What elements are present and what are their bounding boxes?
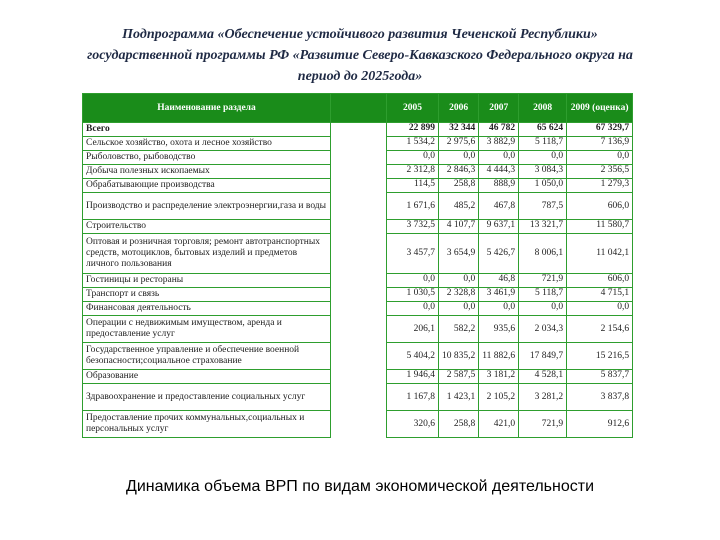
row-value-2009: 0,0 xyxy=(567,302,633,316)
row-section-name: Обрабатывающие производства xyxy=(83,179,331,193)
row-spacer xyxy=(331,411,387,438)
table-row xyxy=(83,316,633,343)
row-section-name: Гостиницы и рестораны xyxy=(83,274,331,288)
title-line-2: государственной программы РФ «Развитие Северо-Кавказского Федерального округа на xyxy=(87,48,633,63)
header-year-2007: 2007 xyxy=(479,94,519,123)
row-section-name: Предоставление прочих коммунальных,социальных и персональных услуг xyxy=(83,411,331,438)
row-value-2005: 206,1 xyxy=(387,316,439,343)
grp-table xyxy=(82,93,633,438)
row-spacer xyxy=(331,302,387,316)
row-value-2006: 2 328,8 xyxy=(439,288,479,302)
row-value-2006: 582,2 xyxy=(439,316,479,343)
row-section-name: Оптовая и розничная торговля; ремонт автотранспортных средств, мотоциклов, бытовых изделий и предметов личного пользования xyxy=(83,234,331,274)
row-value-2006: 1 423,1 xyxy=(439,384,479,411)
row-value-2006: 258,8 xyxy=(439,179,479,193)
row-value-2009: 11 580,7 xyxy=(567,220,633,234)
row-spacer xyxy=(331,179,387,193)
header-year-2009: 2009 (оценка) xyxy=(567,94,633,123)
row-value-2006: 485,2 xyxy=(439,193,479,220)
row-value-2007: 2 105,2 xyxy=(479,384,519,411)
row-value-2008: 5 118,7 xyxy=(519,137,567,151)
row-value-2009: 606,0 xyxy=(567,193,633,220)
row-value-2007: 3 882,9 xyxy=(479,137,519,151)
table-row xyxy=(83,288,633,302)
chart-caption: Динамика объема ВРП по видам экономической деятельности xyxy=(125,478,595,495)
row-spacer xyxy=(331,165,387,179)
row-spacer xyxy=(331,370,387,384)
row-value-2006: 258,8 xyxy=(439,411,479,438)
header-year-2005: 2005 xyxy=(387,94,439,123)
row-value-2005: 22 899 xyxy=(387,123,439,137)
row-value-2007: 0,0 xyxy=(479,151,519,165)
row-value-2005: 1 946,4 xyxy=(387,370,439,384)
row-value-2008: 3 281,2 xyxy=(519,384,567,411)
row-value-2009: 912,6 xyxy=(567,411,633,438)
row-value-2005: 1 167,8 xyxy=(387,384,439,411)
row-value-2008: 721,9 xyxy=(519,274,567,288)
row-value-2005: 1 534,2 xyxy=(387,137,439,151)
row-value-2005: 2 312,8 xyxy=(387,165,439,179)
title-line-3: период до 2025года» xyxy=(297,69,423,84)
row-value-2006: 2 587,5 xyxy=(439,370,479,384)
row-value-2009: 67 329,7 xyxy=(567,123,633,137)
row-spacer xyxy=(331,343,387,370)
row-value-2007: 46 782 xyxy=(479,123,519,137)
row-value-2008: 13 321,7 xyxy=(519,220,567,234)
row-value-2008: 2 034,3 xyxy=(519,316,567,343)
row-value-2007: 4 444,3 xyxy=(479,165,519,179)
table-row xyxy=(83,302,633,316)
table-row xyxy=(83,151,633,165)
row-value-2007: 467,8 xyxy=(479,193,519,220)
row-spacer xyxy=(331,384,387,411)
row-value-2008: 1 050,0 xyxy=(519,179,567,193)
row-value-2006: 2 975,6 xyxy=(439,137,479,151)
table-row xyxy=(83,179,633,193)
row-value-2008: 65 624 xyxy=(519,123,567,137)
row-spacer xyxy=(331,316,387,343)
row-value-2007: 0,0 xyxy=(479,302,519,316)
row-value-2008: 4 528,1 xyxy=(519,370,567,384)
row-value-2008: 8 006,1 xyxy=(519,234,567,274)
table-row xyxy=(83,411,633,438)
row-value-2007: 421,0 xyxy=(479,411,519,438)
title-line-1: Подпрограмма «Обеспечение устойчивого развития Чеченской Республики» xyxy=(122,27,598,42)
table-row xyxy=(83,123,633,137)
row-value-2006: 3 654,9 xyxy=(439,234,479,274)
row-value-2007: 11 882,6 xyxy=(479,343,519,370)
row-spacer xyxy=(331,288,387,302)
row-value-2008: 17 849,7 xyxy=(519,343,567,370)
row-section-name: Сельское хозяйство, охота и лесное хозяйство xyxy=(83,137,331,151)
row-spacer xyxy=(331,274,387,288)
header-year-2008: 2008 xyxy=(519,94,567,123)
row-section-name: Производство и распределение электроэнергии,газа и воды xyxy=(83,193,331,220)
row-spacer xyxy=(331,234,387,274)
row-value-2006: 0,0 xyxy=(439,302,479,316)
table-row xyxy=(83,370,633,384)
table-row xyxy=(83,220,633,234)
header-section-name: Наименование раздела xyxy=(83,94,331,123)
table-row xyxy=(83,384,633,411)
row-value-2009: 1 279,3 xyxy=(567,179,633,193)
row-section-name: Добыча полезных ископаемых xyxy=(83,165,331,179)
row-value-2008: 5 118,7 xyxy=(519,288,567,302)
row-value-2009: 606,0 xyxy=(567,274,633,288)
row-value-2005: 3 732,5 xyxy=(387,220,439,234)
row-value-2008: 721,9 xyxy=(519,411,567,438)
row-section-name: Операции с недвижимым имуществом, аренда и предоставление услуг xyxy=(83,316,331,343)
row-value-2005: 5 404,2 xyxy=(387,343,439,370)
row-value-2007: 46,8 xyxy=(479,274,519,288)
row-value-2008: 787,5 xyxy=(519,193,567,220)
row-section-name: Образование xyxy=(83,370,331,384)
header-year-2006: 2006 xyxy=(439,94,479,123)
row-section-name: Строительство xyxy=(83,220,331,234)
row-value-2008: 0,0 xyxy=(519,151,567,165)
row-value-2006: 2 846,3 xyxy=(439,165,479,179)
row-value-2007: 3 461,9 xyxy=(479,288,519,302)
row-value-2009: 2 356,5 xyxy=(567,165,633,179)
row-value-2009: 11 042,1 xyxy=(567,234,633,274)
table-row xyxy=(83,274,633,288)
row-value-2009: 0,0 xyxy=(567,151,633,165)
row-spacer xyxy=(331,151,387,165)
row-spacer xyxy=(331,137,387,151)
row-spacer xyxy=(331,220,387,234)
row-value-2009: 15 216,5 xyxy=(567,343,633,370)
row-spacer xyxy=(331,193,387,220)
slide-title xyxy=(20,24,700,87)
row-value-2007: 5 426,7 xyxy=(479,234,519,274)
row-section-name: Здравоохранение и предоставление социальных услуг xyxy=(83,384,331,411)
table-row xyxy=(83,193,633,220)
row-value-2007: 3 181,2 xyxy=(479,370,519,384)
row-value-2005: 0,0 xyxy=(387,302,439,316)
row-value-2005: 1 030,5 xyxy=(387,288,439,302)
row-section-name: Рыболовство, рыбоводство xyxy=(83,151,331,165)
row-value-2006: 4 107,7 xyxy=(439,220,479,234)
row-value-2006: 10 835,2 xyxy=(439,343,479,370)
row-value-2005: 1 671,6 xyxy=(387,193,439,220)
row-value-2005: 320,6 xyxy=(387,411,439,438)
row-value-2006: 0,0 xyxy=(439,151,479,165)
row-spacer xyxy=(331,123,387,137)
row-section-name: Всего xyxy=(83,123,331,137)
row-value-2006: 32 344 xyxy=(439,123,479,137)
table-header-row xyxy=(83,94,633,123)
row-value-2009: 3 837,8 xyxy=(567,384,633,411)
header-spacer xyxy=(331,94,387,123)
row-section-name: Государственное управление и обеспечение военной безопасности;социальное страхование xyxy=(83,343,331,370)
table-row xyxy=(83,343,633,370)
row-value-2009: 7 136,9 xyxy=(567,137,633,151)
table-row xyxy=(83,137,633,151)
row-value-2008: 0,0 xyxy=(519,302,567,316)
row-value-2009: 2 154,6 xyxy=(567,316,633,343)
table-row xyxy=(83,165,633,179)
row-value-2007: 9 637,1 xyxy=(479,220,519,234)
row-value-2007: 935,6 xyxy=(479,316,519,343)
row-section-name: Финансовая деятельность xyxy=(83,302,331,316)
table-body xyxy=(83,123,633,438)
row-value-2007: 888,9 xyxy=(479,179,519,193)
row-value-2008: 3 084,3 xyxy=(519,165,567,179)
row-value-2005: 0,0 xyxy=(387,274,439,288)
row-value-2006: 0,0 xyxy=(439,274,479,288)
row-value-2005: 114,5 xyxy=(387,179,439,193)
row-value-2009: 4 715,1 xyxy=(567,288,633,302)
row-value-2005: 3 457,7 xyxy=(387,234,439,274)
row-value-2009: 5 837,7 xyxy=(567,370,633,384)
row-section-name: Транспорт и связь xyxy=(83,288,331,302)
table-row xyxy=(83,234,633,274)
row-value-2005: 0,0 xyxy=(387,151,439,165)
